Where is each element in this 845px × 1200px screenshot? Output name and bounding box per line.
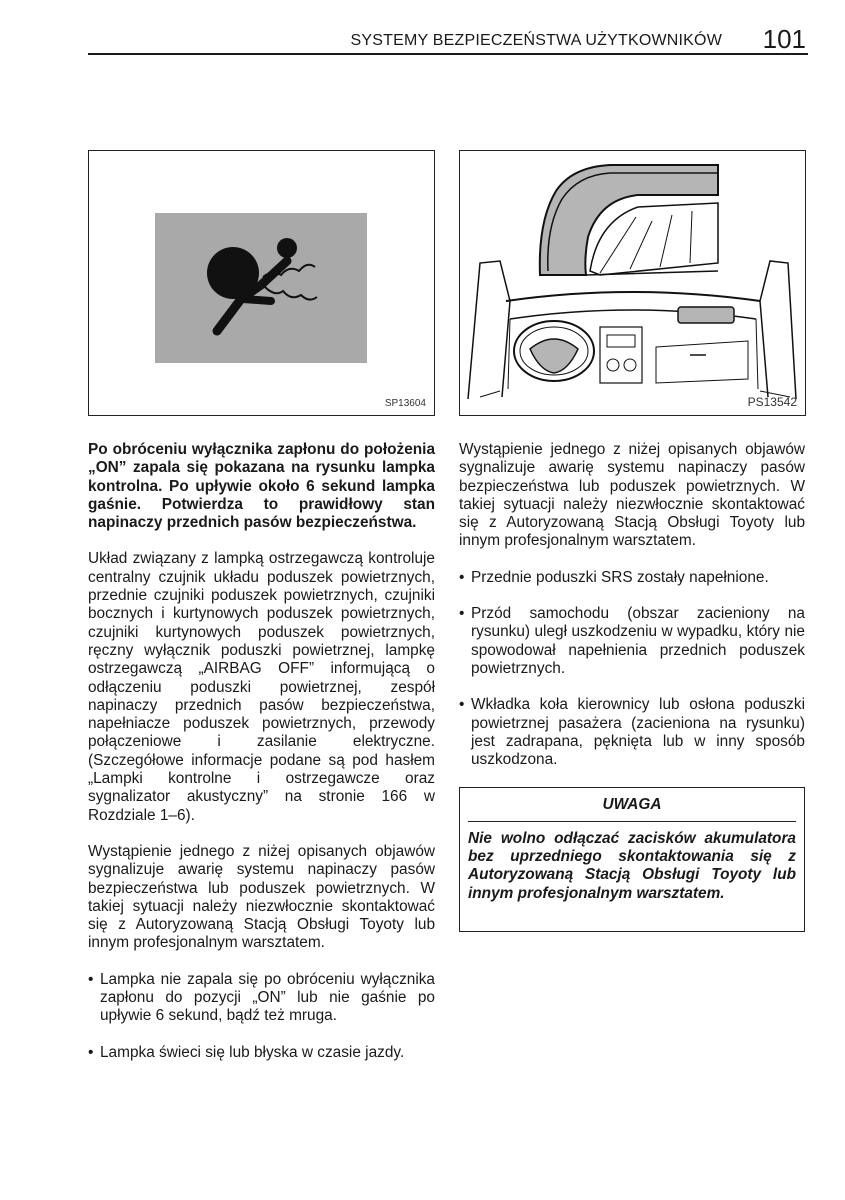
list-item [459, 696, 805, 769]
page-header [88, 24, 808, 54]
figure-code: SP13604 [384, 398, 426, 409]
list-item-text: Lampka nie zapala się po obróceniu wyłącznika zapłonu do pozycji „ON” lub nie gaśnie po upływie 6 sekund, bądź też mruga. [100, 970, 435, 1025]
figure-code: PS13542 [747, 395, 797, 409]
car-dashboard-figure [459, 150, 806, 416]
list-item [459, 605, 805, 678]
bullet-icon: • [459, 696, 465, 714]
page-number: 101 [762, 24, 806, 54]
airbag-warning-icon [89, 151, 434, 415]
list-item [459, 569, 805, 587]
warning-note-box [459, 787, 805, 931]
malfunction-paragraph: Wystąpienie jednego z niżej opisanych objawów sygnalizuje awarię systemu napinaczy pasów bezpieczeństwa lub poduszek powietrznych. W takiej sytuacji należy niezwłocznie skontaktować się z Autoryzowaną Stacją Obsługi Toyoty lub innym profesjonalnym warsztatem. [459, 441, 805, 550]
system-description-paragraph: Układ związany z lampką ostrzegawczą kontroluje centralny czujnik układu poduszek powietrznych, przednie czujniki poduszek powietrznych, czujniki bocznych i kurtynowych poduszek powietrznych, czujniki kurtynowych poduszek powietrznych, ręczny wyłącznik poduszki powietrznej, lampkę ostrzegawczą „AIRBAG OFF” informującą o odłączeniu poduszki powietrznej, zespół napinaczy przednich pasów bezpieczeństwa, napełniacze poduszek powietrznych, przewody połączeniowe i zasilanie elektryczne. (Szczegółowe informacje podane są pod hasłem „Lampki kontrolne i ostrzegawcze oraz sygnalizator akustyczny” na stronie 166 w Rozdziale 1–6). [88, 550, 435, 824]
bullet-icon: • [459, 605, 465, 623]
car-front-dashboard-drawing [460, 151, 805, 415]
list-item [88, 971, 435, 1026]
list-item-text: Wkładka koła kierownicy lub osłona poduszki powietrznej pasażera (zacieniona na rysunku) jest zadrapana, pęknięta lub w inny sposób uszkodzona. [471, 696, 805, 769]
list-item-text: Lampka świeci się lub błyska w czasie jazdy. [100, 1043, 405, 1061]
left-column [88, 441, 435, 1080]
list-item-text: Przód samochodu (obszar zacieniony na rysunku) uległ uszkodzeniu w wypadku, który nie spowodował napełnienia przednich poduszek powietrznych. [471, 605, 805, 677]
note-title: UWAGA [468, 796, 796, 821]
bullet-icon: • [459, 568, 465, 586]
malfunction-paragraph: Wystąpienie jednego z niżej opisanych objawów sygnalizuje awarię systemu napinaczy pasów bezpieczeństwa lub poduszek powietrznych. W takiej sytuacji należy niezwłocznie skontaktować się z Autoryzowaną Stacją Obsługi Toyoty lub innym profesjonalnym warsztatem. [88, 842, 435, 952]
bullet-icon: • [88, 970, 94, 988]
section-title: SYSTEMY BEZPIECZEŃSTWA UŻYTKOWNIKÓW [350, 32, 722, 49]
intro-paragraph: Po obróceniu wyłącznika zapłonu do położenia „ON” zapala się pokazana na rysunku lampka kontrolna. Po upływie około 6 sekund lampka gaśnie. Potwierdza to prawidłowy stan napinaczy przednich pasów bezpieczeństwa. [88, 441, 435, 532]
list-item [88, 1044, 435, 1062]
note-text: Nie wolno odłączać zacisków akumulatora bez uprzedniego skontaktowania się z Autoryzowaną Stacją Obsługi Toyoty lub innym profesjonalnym warsztatem. [468, 829, 796, 902]
list-item-text: Przednie poduszki SRS zostały napełnione. [471, 568, 769, 586]
right-column [459, 441, 805, 932]
header-divider [88, 53, 808, 55]
bullet-icon: • [88, 1043, 94, 1061]
airbag-warning-figure [88, 150, 435, 416]
